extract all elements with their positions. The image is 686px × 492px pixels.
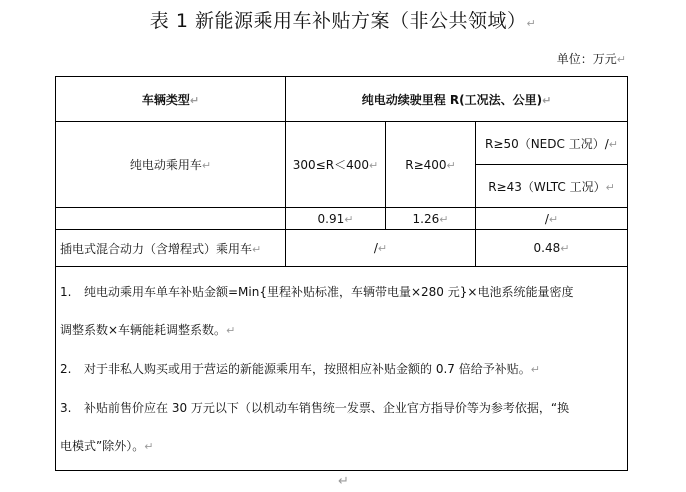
- paragraph-mark-icon: ↵: [608, 137, 618, 151]
- tier-cell-3-nedc: [476, 122, 628, 165]
- header-cell-vehicle-type: [56, 77, 286, 122]
- paragraph-mark-icon: ↵: [252, 242, 262, 256]
- tier-3-wltc-text: R≥43（WLTC 工况）: [488, 179, 606, 194]
- bev-value-1: 0.91: [317, 211, 345, 226]
- unit-label: [557, 50, 626, 67]
- bev-value-cell-1: [286, 208, 386, 230]
- empty-cell: [56, 208, 286, 230]
- header-vehicle-type-text: 车辆类型: [141, 92, 190, 107]
- table-row-notes: [56, 267, 628, 471]
- table-header-row: [56, 77, 628, 122]
- header-range-text: 纯电动续驶里程 R(工况法、公里): [361, 92, 543, 107]
- tier-cell-3-wltc: [476, 165, 628, 208]
- note-number: 1.: [60, 285, 72, 299]
- paragraph-mark-icon: ↵: [368, 159, 379, 172]
- paragraph-mark-icon: ↵: [530, 363, 540, 376]
- paragraph-mark-icon: ↵: [338, 474, 349, 489]
- paragraph-mark-icon: ↵: [226, 324, 236, 337]
- note-text: 补贴前售价应在 30 万元以下（以机动车销售统一发票、企业官方指导价等为参考依据，“换: [84, 401, 570, 415]
- paragraph-mark-icon: ↵: [526, 17, 537, 30]
- note-text: 纯电动乘用车单车补贴金额=Min{里程补贴标准，车辆带电量×280 元}×电池系统能量密度: [84, 285, 574, 299]
- paragraph-mark-icon: ↵: [605, 180, 615, 194]
- tier-cell-1: [286, 122, 386, 208]
- phev-value-1: /: [373, 241, 378, 255]
- table-row-bev-values: [56, 208, 628, 230]
- note-text: 调整系数×车辆能耗调整系数。: [60, 323, 227, 337]
- header-cell-range: [286, 77, 628, 122]
- bev-value-2: 1.26: [412, 211, 440, 226]
- paragraph-mark-icon: ↵: [344, 212, 354, 226]
- paragraph-mark-icon: ↵: [439, 212, 449, 226]
- paragraph-mark-icon: ↵: [144, 440, 154, 453]
- bev-label-text: 纯电动乘用车: [129, 158, 202, 172]
- phev-label-cell: [56, 230, 286, 267]
- document-title: [0, 6, 686, 33]
- note-number: 3.: [60, 401, 72, 415]
- paragraph-mark-icon: ↵: [377, 242, 388, 255]
- notes-cell: [56, 267, 628, 471]
- phev-label-text: 插电式混合动力（含增程式）乘用车: [60, 241, 253, 256]
- unit-text: 单位：万元: [556, 52, 617, 66]
- table-row-phev: [56, 230, 628, 267]
- phev-value-cell-1: [286, 230, 476, 267]
- paragraph-mark-icon: ↵: [201, 159, 212, 172]
- note-line-1: [60, 273, 621, 311]
- bev-value-3: /: [544, 211, 549, 226]
- note-text: 对于非私人购买或用于营运的新能源乘用车，按照相应补贴金额的 0.7 倍给予补贴。: [84, 362, 531, 376]
- bev-value-cell-3: [476, 208, 628, 230]
- paragraph-mark-icon: ↵: [542, 93, 552, 107]
- paragraph-mark-icon: ↵: [560, 242, 570, 255]
- subsidy-table: [55, 76, 628, 471]
- bev-label-cell: [56, 122, 286, 208]
- note-line-2: [60, 311, 621, 350]
- bev-value-cell-2: [386, 208, 476, 230]
- title-text: 表 1 新能源乘用车补贴方案（非公共领域）: [149, 10, 527, 32]
- paragraph-mark-icon: ↵: [616, 53, 626, 66]
- phev-value-cell-2: [476, 230, 628, 267]
- tier-3-nedc-text: R≥50（NEDC 工况）/: [485, 136, 609, 151]
- note-line-3: [60, 350, 621, 389]
- note-line-4: [60, 389, 621, 427]
- paragraph-mark-icon: ↵: [446, 158, 456, 172]
- tier-2-text: R≥400: [405, 157, 447, 172]
- note-text: 电模式”除外）。: [60, 439, 145, 453]
- paragraph-mark-icon: ↵: [548, 212, 559, 226]
- phev-value-2: 0.48: [533, 241, 561, 255]
- tier-cell-2: [386, 122, 476, 208]
- tier-1-text: 300≤R＜400: [292, 158, 369, 172]
- note-number: 2.: [60, 362, 72, 376]
- paragraph-mark-icon: ↵: [189, 93, 200, 107]
- note-line-5: [60, 427, 621, 466]
- table-row-bev-tier-a: [56, 122, 628, 165]
